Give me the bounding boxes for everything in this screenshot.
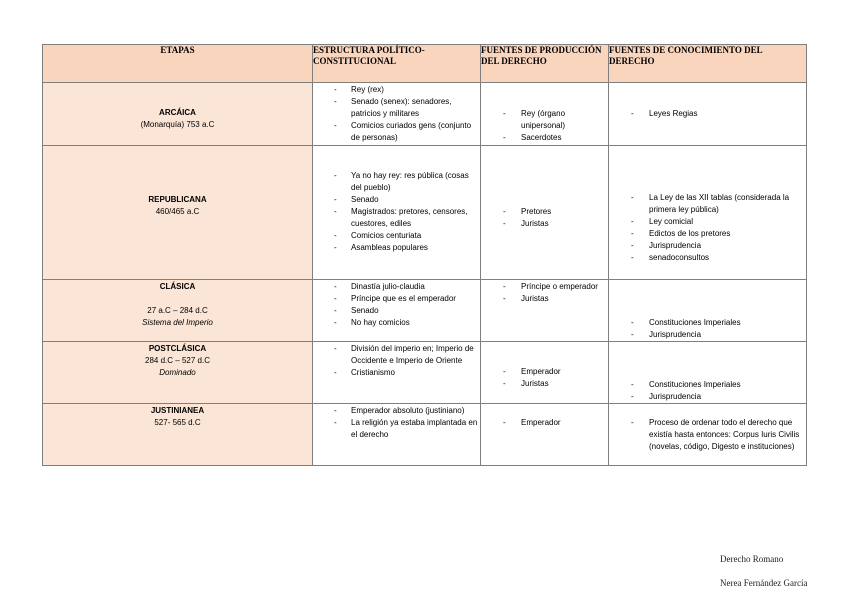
header-fuentes-conocimiento: FUENTES DE CONOCIMIENTO DEL DERECHO [609, 45, 807, 83]
table-row [43, 404, 807, 466]
list-item: - Constituciones Imperiales [609, 379, 806, 391]
stage-name: JUSTINIANEA [150, 406, 205, 415]
footer-author: Nerea Fernández García [720, 578, 808, 588]
table-row [43, 146, 807, 280]
produccion-cell [481, 146, 609, 280]
stage-detail: 284 d.C – 527 d.C [145, 356, 210, 365]
stage-detail: 27 a.C – 284 d.C [147, 306, 208, 315]
stage-subtitle: Dominado [159, 368, 196, 377]
list-item: - División del imperio en; Imperio de Occidente e Imperio de Oriente [313, 343, 480, 367]
list-item: - Constituciones Imperiales [609, 317, 806, 329]
estructura-cell [313, 280, 481, 342]
list-item: - Comicios centuriata [313, 230, 480, 242]
list-item: - Rey (órgano unipersonal) [481, 108, 608, 132]
list-item: - Príncipe o emperador [481, 281, 608, 293]
stage-cell [43, 83, 313, 146]
stage-cell [43, 280, 313, 342]
estructura-cell [313, 146, 481, 280]
list-item: - Emperador [481, 417, 608, 429]
list-item: - senadoconsultos [609, 252, 806, 264]
produccion-cell [481, 280, 609, 342]
conocimiento-cell [609, 83, 807, 146]
list-item: - La Ley de las XII tablas (considerada la primera ley pública) [609, 192, 806, 216]
table-row [43, 280, 807, 342]
list-item: - Juristas [481, 378, 608, 390]
list-item: - Comicios curiados gens (conjunto de personas) [313, 120, 480, 144]
stage-cell [43, 342, 313, 404]
stage-name: CLÁSICA [159, 282, 196, 291]
conocimiento-cell [609, 280, 807, 342]
list-item: - Juristas [481, 293, 608, 305]
header-etapas: ETAPAS [43, 45, 313, 83]
footer-course: Derecho Romano [720, 554, 784, 564]
header-row [43, 45, 807, 83]
list-item: - Jurisprudencia [609, 329, 806, 341]
produccion-cell [481, 342, 609, 404]
list-item: - No hay comicios [313, 317, 480, 329]
list-item: - Senado [313, 194, 480, 206]
produccion-cell [481, 404, 609, 466]
conocimiento-cell [609, 342, 807, 404]
list-item: - Leyes Regias [609, 108, 806, 120]
list-item: - Proceso de ordenar todo el derecho que existía hasta entonces: Corpus Iuris Civilis (novelas, código, Digesto e instituciones) [609, 417, 806, 453]
list-item: - Cristianismo [313, 367, 480, 379]
table-row [43, 342, 807, 404]
list-item: - Rey (rex) [313, 84, 480, 96]
header-estructura: ESTRUCTURA POLÍTICO-CONSTITUCIONAL [313, 45, 481, 83]
stage-detail: (Monarquía) 753 a.C [140, 120, 215, 129]
list-item: - Asambleas populares [313, 242, 480, 254]
list-item: - Ley comicial [609, 216, 806, 228]
stage-cell [43, 404, 313, 466]
etapas-table [42, 44, 807, 466]
list-item: - Ya no hay rey: res pública (cosas del pueblo) [313, 170, 480, 194]
stage-detail: 460/465 a.C [155, 207, 200, 216]
list-item: - Magistrados: pretores, censores, cuestores, ediles [313, 206, 480, 230]
stage-name: ARCÁICA [159, 108, 196, 117]
list-item: - Emperador absoluto (justiniano) [313, 405, 480, 417]
list-item: - Edictos de los pretores [609, 228, 806, 240]
list-item: - Emperador [481, 366, 608, 378]
stage-name: REPUBLICANA [148, 195, 207, 204]
stage-subtitle: Sistema del Imperio [142, 318, 213, 327]
stage-detail: 527- 565 d.C [154, 418, 201, 427]
list-item: - Sacerdotes [481, 132, 608, 144]
list-item: - Senado [313, 305, 480, 317]
header-fuentes-produccion: FUENTES DE PRODUCCIÓN DEL DERECHO [481, 45, 609, 83]
list-item: - Pretores [481, 206, 608, 218]
list-item: - Jurisprudencia [609, 391, 806, 403]
list-item: - Senado (senex): senadores, patricios y militares [313, 96, 480, 120]
conocimiento-cell [609, 404, 807, 466]
estructura-cell [313, 404, 481, 466]
produccion-cell [481, 83, 609, 146]
list-item: - Jurisprudencia [609, 240, 806, 252]
stage-cell [43, 146, 313, 280]
stage-name: POSTCLÁSICA [148, 344, 207, 353]
estructura-cell [313, 83, 481, 146]
conocimiento-cell [609, 146, 807, 280]
list-item: - Juristas [481, 218, 608, 230]
list-item: - Príncipe que es el emperador [313, 293, 480, 305]
estructura-cell [313, 342, 481, 404]
table-row [43, 83, 807, 146]
list-item: - Dinastía julio-claudia [313, 281, 480, 293]
list-item: - La religión ya estaba implantada en el derecho [313, 417, 480, 441]
